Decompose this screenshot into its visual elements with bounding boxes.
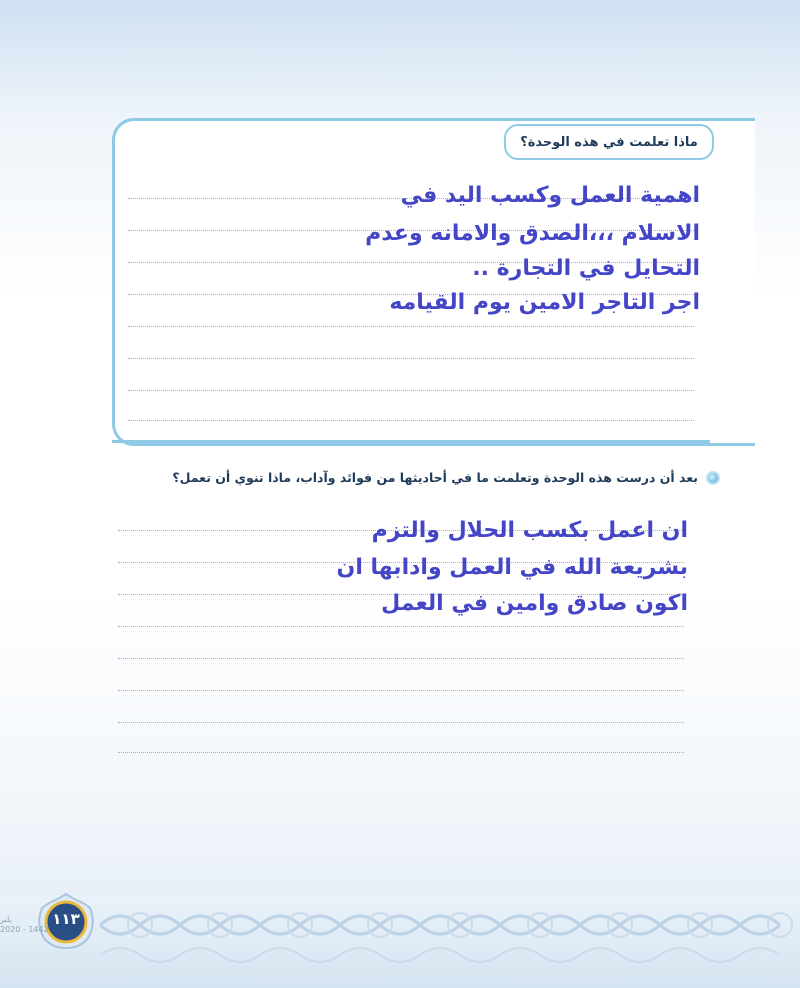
ruled-line (118, 626, 684, 627)
ruled-line (128, 390, 694, 391)
ruled-line (118, 752, 684, 753)
ruled-line (118, 722, 684, 723)
page-number: ١١٣ (52, 910, 80, 928)
ruled-line (128, 326, 694, 327)
answer-line-3: التحايل في التجارة .. (472, 256, 700, 281)
bullet-icon (706, 471, 720, 485)
ornament-band (0, 895, 800, 988)
ruled-line (118, 658, 684, 659)
ruled-line (128, 358, 694, 359)
intent-line-3: اكون صادق وامين في العمل (381, 591, 688, 616)
answer-line-2: الاسلام ،،،الصدق والامانه وعدم (365, 221, 700, 246)
logo-text: يلبر (0, 915, 12, 924)
logo-year: 2020 - 1442 (0, 925, 49, 934)
question-text: بعد أن درست هذه الوحدة وتعلمت ما في أحاديثها من فوائد وآداب، ماذا تنوي أن تعمل؟ (172, 470, 698, 485)
question-row (172, 470, 720, 485)
box-bottom-rule (112, 440, 710, 443)
reflection-box (112, 118, 755, 446)
intent-line-2: بشريعة الله في العمل وادابها ان (336, 555, 688, 580)
answer-line-1: اهمية العمل وكسب اليد في (400, 183, 700, 208)
publisher-logo (0, 915, 49, 935)
section-tab-title (504, 124, 714, 160)
intent-line-1: ان اعمل بكسب الحلال والتزم (371, 518, 688, 543)
ruled-line (118, 690, 684, 691)
answer-line-4: اجر التاجر الامين يوم القيامه (389, 290, 700, 315)
ruled-line (128, 420, 694, 421)
section-title: ماذا تعلمت في هذه الوحدة؟ (520, 134, 698, 150)
